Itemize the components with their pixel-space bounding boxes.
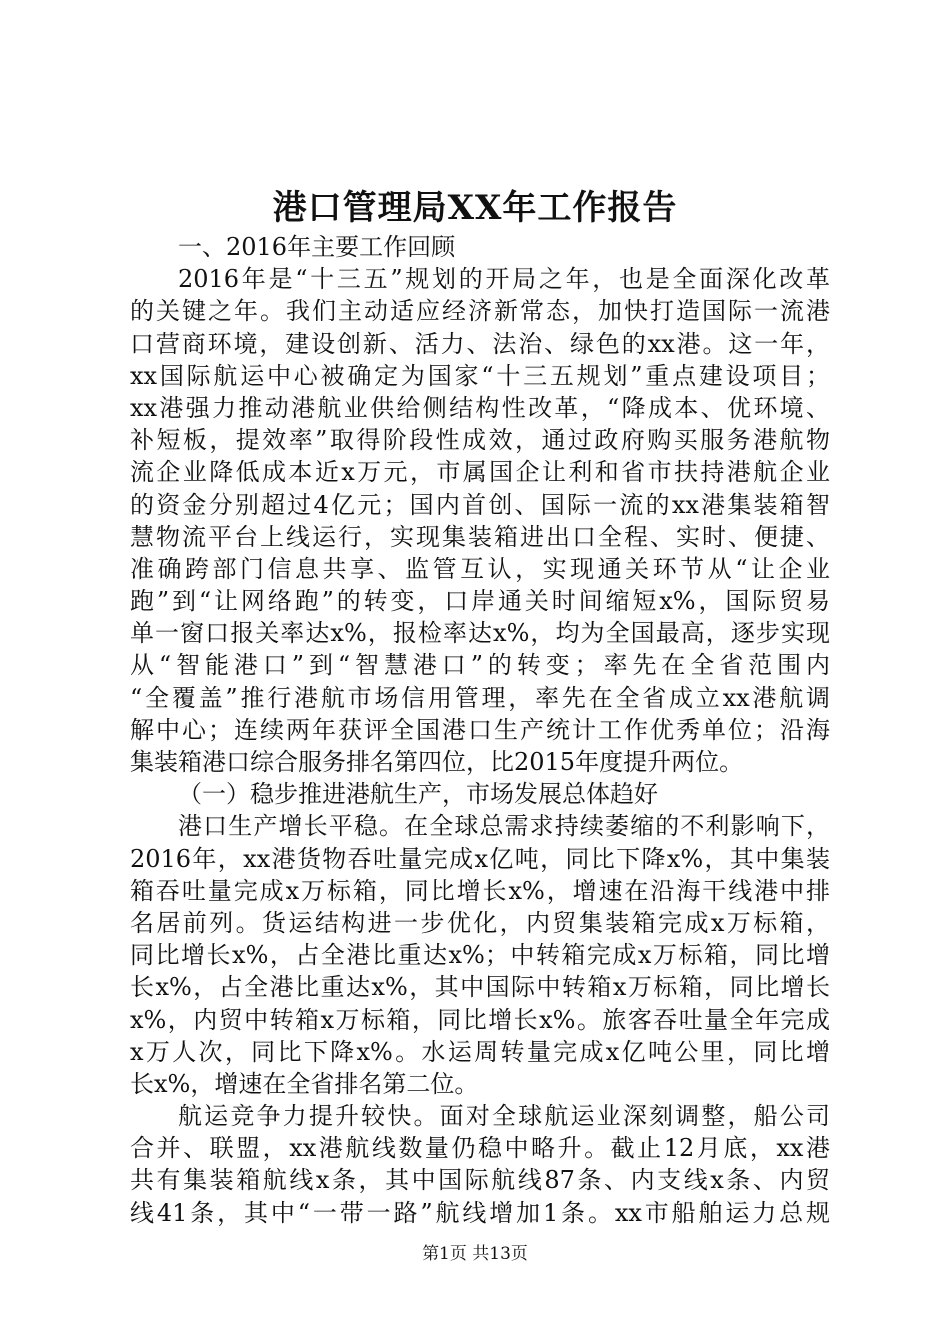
paragraph-line: 2016年，xx港货物吞吐量完成x亿吨，同比下降x%，其中集装 (130, 844, 830, 873)
paragraph-line: 口营商环境，建设创新、活力、法治、绿色的xx港。这一年， (130, 329, 830, 358)
paragraph-line: 跑”到“让网络跑”的转变，口岸通关时间缩短x%，国际贸易 (130, 587, 830, 616)
paragraph-line: 的资金分别超过4亿元；国内首创、国际一流的xx港集装箱智 (130, 490, 830, 519)
paragraph-line: 补短板，提效率”取得阶段性成效，通过政府购买服务港航物 (130, 426, 830, 455)
paragraph-line: 港口生产增长平稳。在全球总需求持续萎缩的不利影响下， (178, 812, 830, 841)
paragraph-line: 长x%，增速在全省排名第二位。 (130, 1069, 479, 1098)
paragraph-line: 的关键之年。我们主动适应经济新常态，加快打造国际一流港 (130, 297, 830, 326)
paragraph-line: 名居前列。货运结构进一步优化，内贸集装箱完成x万标箱， (130, 908, 830, 937)
document-title: 港口管理局XX年工作报告 (272, 188, 678, 228)
paragraph-line: xx国际航运中心被确定为国家“十三五规划”重点建设项目； (130, 361, 830, 390)
page-number-footer: 第1页 共13页 (422, 1244, 528, 1264)
paragraph-line: xx港强力推动港航业供给侧结构性改革，“降成本、优环境、 (130, 393, 830, 422)
paragraph-line: 航运竞争力提升较快。面对全球航运业深刻调整，船公司 (178, 1102, 830, 1131)
paragraph-line: “全覆盖”推行港航市场信用管理，率先在全省成立xx港航调 (130, 683, 830, 712)
paragraph-line: 合并、联盟，xx港航线数量仍稳中略升。截止12月底，xx港 (130, 1134, 830, 1163)
paragraph-line: 线41条，其中“一带一路”航线增加1条。xx市船舶运力总规 (130, 1198, 830, 1227)
section-heading: 一、2016年主要工作回顾 (178, 233, 456, 261)
paragraph-line: x%，内贸中转箱x万标箱，同比增长x%。旅客吞吐量全年完成 (130, 1005, 830, 1034)
paragraph-line: x万人次，同比下降x%。水运周转量完成x亿吨公里，同比增 (130, 1037, 830, 1066)
paragraph-line: 准确跨部门信息共享、监管互认，实现通关环节从“让企业 (130, 554, 830, 583)
paragraph-line: 箱吞吐量完成x万标箱，同比增长x%，增速在沿海干线港中排 (130, 876, 830, 905)
paragraph-line: 共有集装箱航线x条，其中国际航线87条、内支线x条、内贸 (130, 1166, 830, 1195)
paragraph-line: 单一窗口报关率达x%，报检率达x%，均为全国最高，逐步实现 (130, 619, 830, 648)
paragraph-line: 长x%，占全港比重达x%，其中国际中转箱x万标箱，同比增长 (130, 973, 830, 1002)
subsection-heading: （一）稳步推进港航生产，市场发展总体趋好 (178, 780, 658, 809)
paragraph-line: 同比增长x%，占全港比重达x%；中转箱完成x万标箱，同比增 (130, 941, 830, 970)
paragraph-line: 2016年是“十三五”规划的开局之年，也是全面深化改革 (178, 265, 830, 294)
paragraph-line: 慧物流平台上线运行，实现集装箱进出口全程、实时、便捷、 (130, 522, 830, 551)
paragraph-line: 从“智能港口”到“智慧港口”的转变；率先在全省范围内 (130, 651, 830, 680)
paragraph-line: 流企业降低成本近x万元，市属国企让利和省市扶持港航企业 (130, 458, 830, 487)
document-body (130, 231, 830, 1229)
paragraph-line: 集装箱港口综合服务排名第四位，比2015年度提升两位。 (130, 748, 744, 776)
paragraph-line: 解中心；连续两年获评全国港口生产统计工作优秀单位；沿海 (130, 715, 830, 744)
